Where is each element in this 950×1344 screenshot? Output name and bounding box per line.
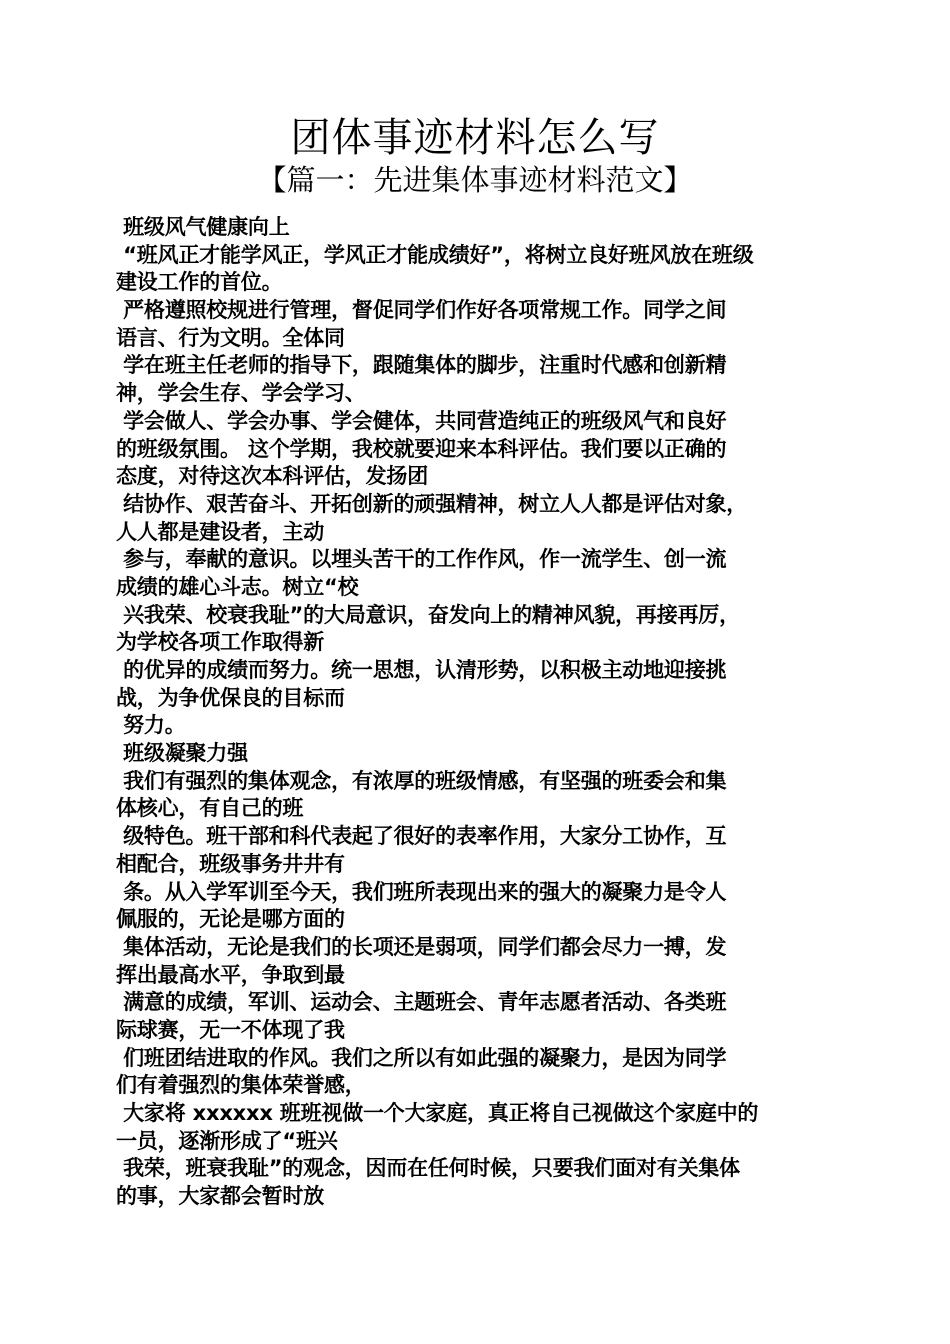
body-text-line: 学会做人、学会办事、学会健体，共同营造纯正的班级风气和良好: [116, 408, 727, 433]
body-text-line: 参与，奉献的意识。以埋头苦干的工作作风，作一流学生、创一流: [116, 547, 727, 572]
body-text-line: 神，学会生存、学会学习、: [116, 381, 366, 406]
body-text-line: 态度，对待这次本科评估，发扬团: [116, 464, 428, 489]
body-text-line: 的班级氛围。 这个学期，我校就要迎来本科评估。我们要以正确的: [116, 436, 727, 461]
document-body: [116, 214, 836, 1211]
body-text-line: 的优异的成绩而努力。统一思想，认清形势，以积极主动地迎接挑: [116, 658, 727, 682]
body-text-line: 集体活动，无论是我们的长项还是弱项，同学们都会尽力一搏，发: [116, 934, 727, 959]
body-text-line: 为学校各项工作取得新: [116, 630, 324, 655]
body-text-line: 战，为争优保良的目标而: [116, 685, 345, 710]
body-text-line: 一员，逐渐形成了“班兴: [116, 1128, 338, 1153]
body-text-line: 的事，大家都会暂时放: [116, 1184, 324, 1209]
body-text-line: 满意的成绩，军训、运动会、主题班会、青年志愿者活动、各类班: [116, 990, 727, 1015]
document-title: 团体事迹材料怎么写: [290, 115, 660, 161]
body-text-line: 们班团结进取的作风。我们之所以有如此强的凝聚力，是因为同学: [116, 1045, 727, 1070]
body-text-line: 级特色。班干部和科代表起了很好的表率作用，大家分工协作，互: [116, 824, 727, 849]
body-text-line: 班级风气健康向上: [116, 215, 290, 239]
body-text-line: 结协作、艰苦奋斗、开拓创新的顽强精神，树立人人都是评估对象，: [116, 491, 748, 516]
body-text-line: 条。从入学军训至今天，我们班所表现出来的强大的凝聚力是令人: [116, 879, 727, 904]
body-text-line: 学在班主任老师的指导下，跟随集体的脚步，注重时代感和创新精: [116, 353, 727, 378]
body-text-line: 佩服的，无论是哪方面的: [116, 907, 345, 932]
body-text-line: 成绩的雄心斗志。树立“校: [116, 574, 359, 599]
body-text-line: 人人都是建设者，主动: [116, 519, 324, 544]
body-text-line: 严格遵照校规进行管理，督促同学们作好各项常规工作。同学之间: [116, 298, 727, 323]
document-subtitle: 【篇一：先进集体事迹材料范文】: [257, 163, 693, 197]
body-text-line: “班风正才能学风正，学风正才能成绩好”，将树立良好班风放在班级: [116, 242, 754, 267]
body-text-line: 班级凝聚力强: [116, 741, 248, 766]
body-text-line: 体核心，有自己的班: [116, 796, 304, 821]
body-text-line: 相配合，班级事务井井有: [116, 851, 345, 876]
body-text-line: 大家将 xxxxxx 班班视做一个大家庭，真正将自己视做这个家庭中的: [116, 1101, 759, 1125]
body-text-line: 建设工作的首位。: [116, 270, 283, 295]
body-text-line: 我们有强烈的集体观念，有浓厚的班级情感，有坚强的班委会和集: [116, 768, 727, 793]
body-text-line: 我荣，班衰我耻”的观念，因而在任何时候，只要我们面对有关集体: [116, 1156, 740, 1181]
body-text-line: 们有着强烈的集体荣誉感，: [116, 1073, 366, 1098]
body-text-line: 际球赛，无一不体现了我: [116, 1017, 345, 1042]
body-text-line: 语言、行为文明。全体同: [116, 325, 345, 350]
body-text-line: 挥出最高水平，争取到最: [116, 962, 345, 987]
body-text-line: 努力。: [116, 713, 186, 738]
body-text-line: 兴我荣、校衰我耻”的大局意识，奋发向上的精神风貌，再接再厉，: [116, 602, 740, 627]
